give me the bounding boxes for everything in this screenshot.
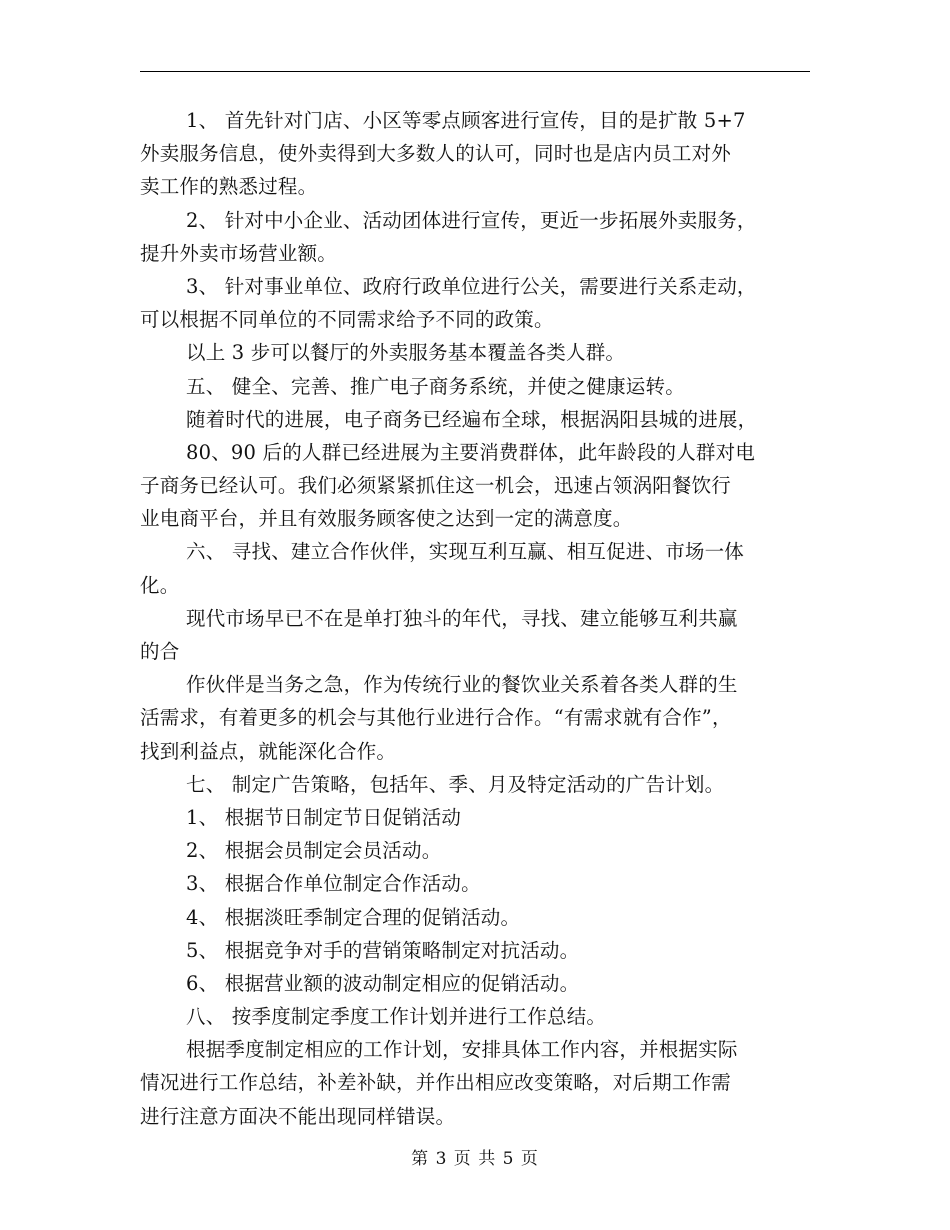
- text-line: 活需求，有着更多的机会与其他行业进行合作。“有需求就有合作”，: [140, 706, 732, 730]
- text-line: 以上 3 步可以餐厅的外卖服务基本覆盖各类人群。: [186, 341, 626, 365]
- text-line: 2、 针对中小企业、活动团体进行宣传，更近一步拓展外卖服务，: [186, 208, 757, 232]
- list-item: 3、 根据合作单位制定合作活动。: [186, 872, 481, 896]
- text-line: 情况进行工作总结，补差补缺，并作出相应改变策略，对后期工作需: [140, 1071, 732, 1095]
- section-heading: 五、 健全、完善、推广电子商务系统，并使之健康运转。: [186, 374, 685, 398]
- text-line: 3、 针对事业单位、政府行政单位进行公关，需要进行关系走动，: [186, 274, 757, 298]
- section-heading: 七、 制定广告策略，包括年、季、月及特定活动的广告计划。: [186, 772, 725, 796]
- text-line: 卖工作的熟悉过程。: [140, 175, 318, 199]
- text-line: 随着时代的进展，电子商务已经遍布全球，根据涡阳县城的进展，: [186, 407, 758, 431]
- text-line: 根据季度制定相应的工作计划，安排具体工作内容，并根据实际: [186, 1038, 738, 1062]
- text-line: 子商务已经认可。我们必须紧紧抓住这一机会，迅速占领涡阳餐饮行: [140, 474, 732, 498]
- text-line: 进行注意方面决不能出现同样错误。: [140, 1104, 456, 1128]
- text-line: 业电商平台，并且有效服务顾客使之达到一定的满意度。: [140, 507, 633, 531]
- list-item: 2、 根据会员制定会员活动。: [186, 839, 442, 863]
- list-item: 4、 根据淡旺季制定合理的促销活动。: [186, 905, 521, 929]
- text-line: 可以根据不同单位的不同需求给予不同的政策。: [140, 308, 554, 332]
- text-line: 作伙伴是当务之急，作为传统行业的餐饮业关系着各类人群的生: [186, 673, 738, 697]
- text-line: 化。: [140, 573, 180, 597]
- text-line: 的合: [140, 640, 180, 663]
- text-line: 外卖服务信息，使外卖得到大多数人的认可，同时也是店内员工对外: [140, 142, 732, 166]
- section-heading: 六、 寻找、建立合作伙伴，实现互利互赢、相互促进、市场一体: [186, 540, 744, 564]
- text-line: 现代市场早已不在是单打独斗的年代，寻找、建立能够互利共赢: [186, 606, 738, 630]
- header-rule: [140, 71, 810, 72]
- text-line: 80、90 后的人群已经进展为主要消费群体，此年龄段的人群对电: [186, 440, 756, 464]
- text-line: 找到利益点，就能深化合作。: [140, 739, 397, 763]
- page-number: 第 3 页 共 5 页: [411, 1149, 539, 1169]
- list-item: 5、 根据竞争对手的营销策略制定对抗活动。: [186, 938, 580, 962]
- section-heading: 八、 按季度制定季度工作计划并进行工作总结。: [186, 1005, 607, 1029]
- list-item: 1、 根据节日制定节日促销活动: [186, 805, 462, 829]
- text-line: 1、 首先针对门店、小区等零点顾客进行宣传，目的是扩散 5+7: [186, 109, 746, 132]
- text-line: 提升外卖市场营业额。: [140, 241, 338, 265]
- list-item: 6、 根据营业额的波动制定相应的促销活动。: [186, 971, 580, 995]
- document-body: [140, 104, 810, 1133]
